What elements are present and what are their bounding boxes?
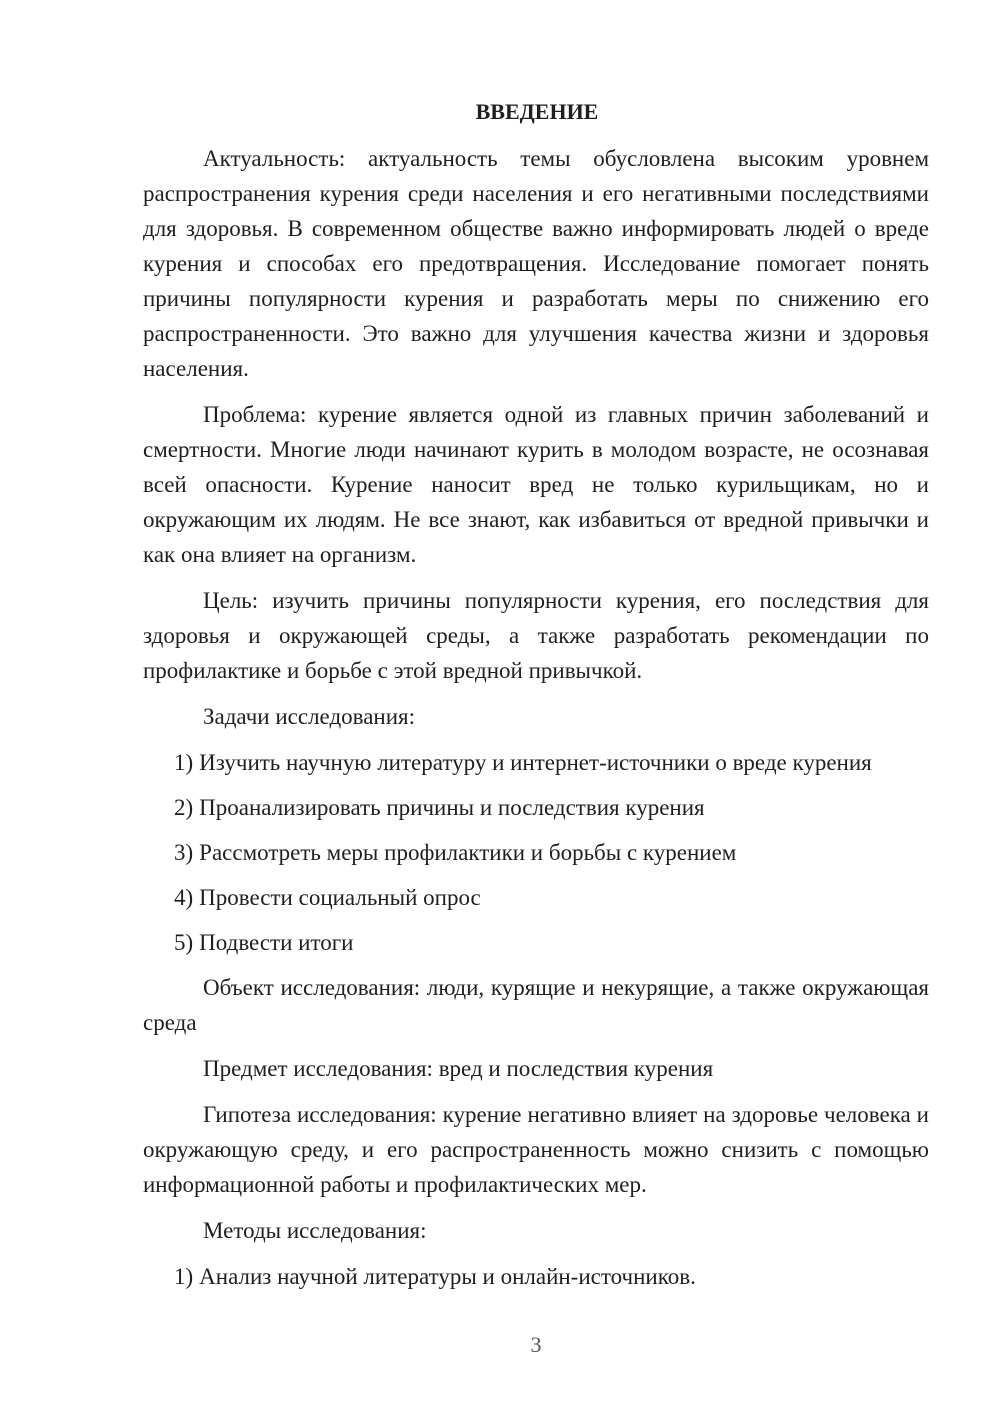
list-item-text: Анализ научной литературы и онлайн-источников.	[199, 1264, 696, 1289]
object-paragraph: Объект исследования: люди, курящие и некурящие, а также окружающая среда	[143, 975, 929, 1035]
tasks-list	[143, 745, 929, 960]
list-item-text: Провести социальный опрос	[199, 885, 481, 910]
list-item-text: Проанализировать причины и последствия курения	[199, 795, 705, 820]
list-item-text: Подвести итоги	[199, 930, 354, 955]
subject-paragraph: Предмет исследования: вред и последствия курения	[203, 1056, 714, 1081]
list-item	[143, 745, 929, 780]
section-title: ВВЕДЕНИЕ	[475, 99, 599, 124]
list-item-number: 1)	[174, 750, 194, 775]
list-item-text: Изучить научную литературу и интернет-источники о вреде курения	[199, 750, 872, 775]
hypothesis-paragraph: Гипотеза исследования: курение негативно влияет на здоровье человека и окружающую среду, и его распространенность можно снизить с помощью информационной работы и профилактических мер.	[143, 1102, 929, 1197]
list-item-number: 3)	[174, 840, 194, 865]
list-item	[143, 880, 929, 915]
methods-list	[143, 1259, 929, 1294]
list-item-number: 5)	[174, 930, 194, 955]
list-item-text: Рассмотреть меры профилактики и борьбы с курением	[199, 840, 737, 865]
list-item-number: 2)	[174, 795, 194, 820]
list-item	[143, 835, 929, 870]
problem-paragraph: Проблема: курение является одной из главных причин заболеваний и смертности. Многие люди начинают курить в молодом возрасте, не осознавая всей опасности. Курение наносит вред не только курильщикам, но и окружающим их людям. Не все знают, как избавиться от вредной привычки и как она влияет на организм.	[143, 402, 929, 567]
methods-heading: Методы исследования:	[203, 1218, 427, 1243]
tasks-heading: Задачи исследования:	[203, 704, 416, 729]
relevance-paragraph: Актуальность: актуальность темы обусловлена высоким уровнем распространения курения среди населения и его негативными последствиями для здоровья. В современном обществе важно информировать людей о вреде курения и способах его предотвращения. Исследование помогает понять причины популярности курения и разработать меры по снижению его распространенности. Это важно для улучшения качества жизни и здоровья населения.	[143, 146, 929, 381]
list-item-number: 4)	[174, 885, 194, 910]
page-content	[143, 94, 929, 1304]
list-item	[143, 790, 929, 825]
list-item	[143, 925, 929, 960]
list-item	[143, 1259, 929, 1294]
list-item-number: 1)	[174, 1264, 194, 1289]
page-number: 3	[530, 1332, 542, 1357]
goal-paragraph: Цель: изучить причины популярности курения, его последствия для здоровья и окружающей среды, а также разработать рекомендации по профилактике и борьбе с этой вредной привычкой.	[143, 588, 929, 683]
